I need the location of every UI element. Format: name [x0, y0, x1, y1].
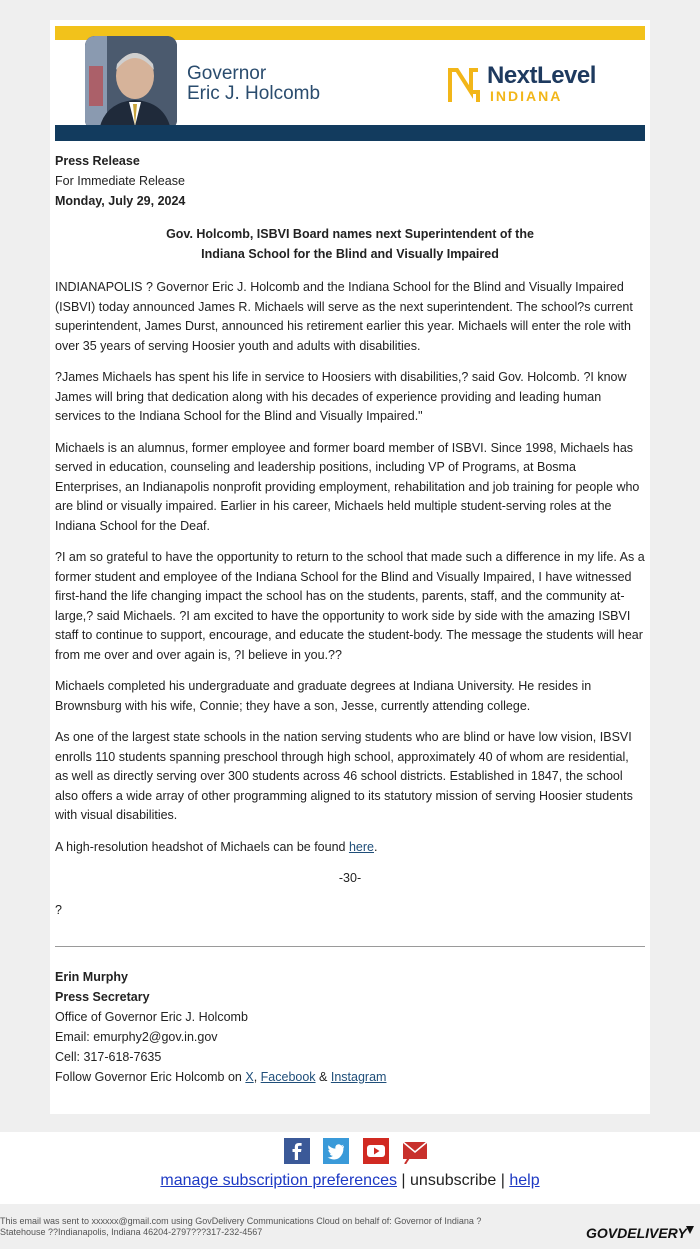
facebook-icon[interactable] — [284, 1138, 310, 1164]
footer-sep-2: | — [496, 1172, 510, 1189]
governor-title: Governor — [187, 63, 267, 84]
body-paragraph-4: ?I am so grateful to have the opportunity to return to the school that made such a difference in my life. As a former student and employee of the Indiana School for the Blind and Visually Impaired, I have witnessed first-hand the life changing impact the school has on the students, parents, staff, and the community at-large,? said Michaels. ?I am excited to have the opportunity to work side by side with the amazing ISBVI staff to continue to support, encourage, and educate the student-body. The message the students will hear from me over and over again is, ?I believe in you.?? — [55, 550, 645, 662]
governor-portrait-image — [85, 36, 177, 130]
stray-character: ? — [55, 902, 62, 917]
instagram-link[interactable]: Instagram — [330, 1070, 387, 1084]
body-paragraph-3: Michaels is an alumnus, former employee and former board member of ISBVI. Since 1998, Michaels has served in education, counseling and leadership positions, including VP of Programs, at Bosma Enterprises, an Indianapolis nonprofit providing employment, rehabilitation and job training for people who are blind or visually impaired. Earlier in his career, Michaels held multiple student-serving roles at the Indiana School for the Deaf. — [55, 440, 640, 533]
press-release-label: Press Release — [55, 154, 140, 168]
contact-name: Erin Murphy — [55, 970, 128, 984]
press-release-content — [55, 151, 645, 1087]
footer-sep-1: | — [396, 1172, 411, 1189]
subscription-links — [0, 1172, 700, 1190]
legal-line-2: Statehouse ??Indianapolis, Indiana 46204-2797???317-232-4567 — [0, 1227, 263, 1237]
govdelivery-logo — [586, 1222, 696, 1249]
help-link[interactable]: help — [509, 1172, 540, 1189]
governor-name — [187, 64, 320, 104]
header-banner — [55, 26, 645, 141]
contact-follow-line — [55, 1067, 645, 1087]
immediate-release-label: For Immediate Release — [55, 174, 185, 188]
contact-office: Office of Governor Eric J. Holcomb — [55, 1010, 248, 1024]
follow-amp: & — [315, 1070, 331, 1084]
logo-indiana: INDIANA — [490, 88, 563, 104]
banner-navy-stripe — [55, 125, 645, 141]
body-paragraph-7 — [55, 838, 645, 858]
governor-portrait — [85, 36, 177, 130]
subscription-footer — [0, 1132, 700, 1204]
youtube-icon[interactable] — [363, 1138, 389, 1164]
next-level-indiana-logo — [447, 62, 627, 108]
next-level-mark-icon — [447, 64, 481, 104]
headline — [55, 225, 645, 264]
unsubscribe-link[interactable]: unsubscribe — [410, 1172, 497, 1189]
governor-fullname: Eric J. Holcomb — [187, 83, 321, 104]
body-paragraph-6: As one of the largest state schools in the nation serving students who are blind or have low vision, IBSVI enrolls 110 students spanning preschool through high school, approximately 40 of whom are residential, as well as directly serving over 300 students across 46 school districts. Established in 1847, the school also offers a wide array of other programming aligned to its statutory mission of serving Hoosier students with visual disabilities. — [55, 730, 633, 822]
headline-line-2: Indiana School for the Blind and Visually Impaired — [201, 246, 499, 261]
next-level-wordmark — [487, 62, 596, 90]
govdelivery-wordmark: GOVDELIVERY — [586, 1225, 687, 1241]
headshot-text: A high-resolution headshot of Michaels can be found — [55, 839, 349, 854]
headshot-period: . — [373, 839, 378, 854]
twitter-icon[interactable] — [323, 1138, 349, 1164]
x-link[interactable]: X — [245, 1070, 254, 1084]
email-card — [50, 20, 650, 1114]
contact-cell: Cell: 317-618-7635 — [55, 1050, 162, 1064]
follow-sep: , — [253, 1070, 261, 1084]
headline-line-1: Gov. Holcomb, ISBVI Board names next Superintendent of the — [166, 227, 534, 241]
body-paragraph-5: Michaels completed his undergraduate and graduate degrees at Indiana University. He resides in Brownsburg with his wife, Connie; they have a son, Jesse, currently attending college. — [55, 679, 592, 713]
manage-preferences-link[interactable]: manage subscription preferences — [160, 1172, 397, 1189]
end-mark: -30- — [338, 871, 362, 885]
social-icons — [284, 1138, 437, 1164]
body-paragraph-2: ?James Michaels has spent his life in service to Hoosiers with disabilities,? said Gov. Holcomb. ?I know James will bring that dedication along with his decades of experience providing and leading human services to the Indiana School for the Blind and Visually Impaired." — [55, 370, 627, 423]
contact-title: Press Secretary — [55, 990, 150, 1004]
email-icon[interactable] — [402, 1138, 428, 1164]
legal-line-1: This email was sent to xxxxxx@gmail.com using GovDelivery Communications Cloud on behalf of: Governor of Indiana ? — [0, 1216, 482, 1226]
follow-text: Follow Governor Eric Holcomb on — [55, 1070, 246, 1084]
contact-email: Email: emurphy2@gov.in.gov — [55, 1030, 218, 1044]
facebook-link[interactable]: Facebook — [260, 1070, 316, 1084]
logo-next: Next — [487, 62, 538, 89]
release-date: Monday, July 29, 2024 — [55, 194, 186, 208]
headshot-link[interactable]: here — [348, 839, 374, 854]
contact-divider — [55, 946, 645, 947]
body-paragraph-1: INDIANAPOLIS ? Governor Eric J. Holcomb and the Indiana School for the Blind and Visually Impaired (ISBVI) today announced James R. Michaels will serve as the next superintendent. The school?s current superintendent, James Durst, announced his retirement earlier this year. Michaels will enter the role with over 35 years of serving Hoosier youth and adults with disabilities. — [55, 280, 633, 353]
legal-notice — [0, 1216, 560, 1238]
logo-level: Level — [537, 62, 596, 89]
govdelivery-logo-mark — [586, 1222, 696, 1244]
